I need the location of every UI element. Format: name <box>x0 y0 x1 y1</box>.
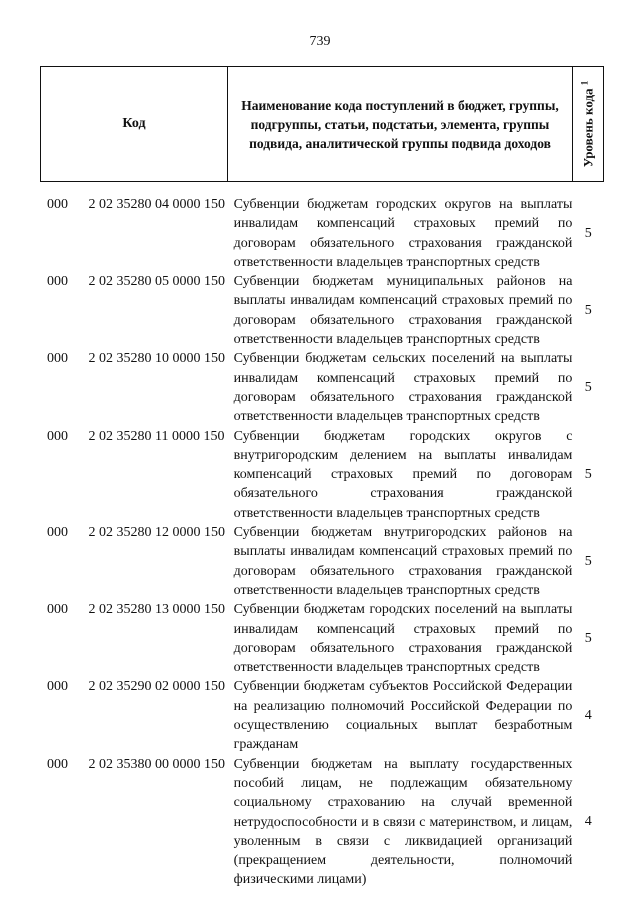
header-code: Код <box>41 67 228 181</box>
page-number: 739 <box>309 34 331 49</box>
revenue-code: 2 02 35380 00 0000 150 <box>88 756 225 772</box>
admin-code: 000 <box>47 525 68 541</box>
revenue-name: Субвенции бюджетам субъектов Российской Федерации на реализацию полномочий Российской Федерации по осуществлению социальных выплат безработным гражданам <box>233 679 573 753</box>
revenue-code: 2 02 35280 10 0000 150 <box>88 351 225 367</box>
code-level: 5 <box>584 630 592 646</box>
revenue-name: Субвенции бюджетам на выплату государственных пособий лицам, не подлежащим обязательному социальному страхованию на случай временной нетрудоспособности и в связи с материнством, и лицам, уволенным в связи с ликвидацией организаций (прекращением деятельности, полномочий физическими лицами) <box>233 756 573 888</box>
admin-code: 000 <box>47 197 68 212</box>
code-level: 5 <box>584 302 592 318</box>
admin-code: 000 <box>47 679 68 695</box>
revenue-code: 2 02 35280 13 0000 150 <box>88 602 225 618</box>
revenue-code: 2 02 35280 05 0000 150 <box>88 274 225 290</box>
table-row <box>40 349 604 426</box>
table-row <box>40 523 604 600</box>
header-level-text: Уровень кода <box>580 88 596 168</box>
table-row <box>40 600 604 677</box>
admin-code: 000 <box>47 428 68 444</box>
revenue-code: 2 02 35290 02 0000 150 <box>88 679 225 695</box>
revenue-code: 2 02 35280 04 0000 150 <box>88 197 225 212</box>
code-level: 5 <box>584 225 592 241</box>
revenue-name: Субвенции бюджетам сельских поселений на выплаты инвалидам компенсаций страховых премий по договорам обязательного страхования гражданской ответственности владельцев транспортных средств <box>233 351 573 425</box>
header-name: Наименование кода поступлений в бюджет, группы, подгруппы, статьи, подстатьи, элемента, группы подвида, аналитической группы подвида доходов <box>228 67 573 181</box>
table-row <box>40 427 604 523</box>
admin-code: 000 <box>47 274 68 290</box>
header-level <box>573 67 603 181</box>
table-body <box>40 195 604 890</box>
admin-code: 000 <box>47 756 68 772</box>
revenue-code: 2 02 35280 12 0000 150 <box>88 525 225 541</box>
header-level-label <box>579 81 596 168</box>
table-header <box>40 66 604 182</box>
table-row <box>40 272 604 349</box>
revenue-name: Субвенции бюджетам городских поселений на выплаты инвалидам компенсаций страховых премий по договорам обязательного страхования гражданской ответственности владельцев транспортных средств <box>233 602 573 676</box>
table-row <box>40 195 604 272</box>
code-level: 5 <box>584 553 592 569</box>
revenue-name: Субвенции бюджетам внутригородских районов на выплаты инвалидам компенсаций страховых премий по договорам обязательного страхования гражданской ответственности владельцев транспортных средств <box>233 525 573 598</box>
code-level: 4 <box>584 708 592 724</box>
code-level: 5 <box>584 466 592 482</box>
code-level: 5 <box>584 379 592 395</box>
admin-code: 000 <box>47 351 68 367</box>
code-level: 4 <box>584 814 592 830</box>
table-row <box>40 755 604 890</box>
header-level-footnote: 1 <box>579 80 590 86</box>
revenue-name: Субвенции бюджетам городских округов с внутригородским делением на выплаты инвалидам компенсаций страховых премий по договорам обязательного страхования гражданской ответственности владельцев транспортных средств <box>233 428 573 521</box>
revenue-name: Субвенции бюджетам городских округов на выплаты инвалидам компенсаций страховых премий по договорам обязательного страхования гражданской ответственности владельцев транспортных средств <box>233 197 573 270</box>
revenue-name: Субвенции бюджетам муниципальных районов на выплаты инвалидам компенсаций страховых премий по договорам обязательного страхования гражданской ответственности владельцев транспортных средств <box>233 274 573 348</box>
revenue-code: 2 02 35280 11 0000 150 <box>88 428 225 444</box>
admin-code: 000 <box>47 602 68 618</box>
table-row <box>40 677 604 754</box>
